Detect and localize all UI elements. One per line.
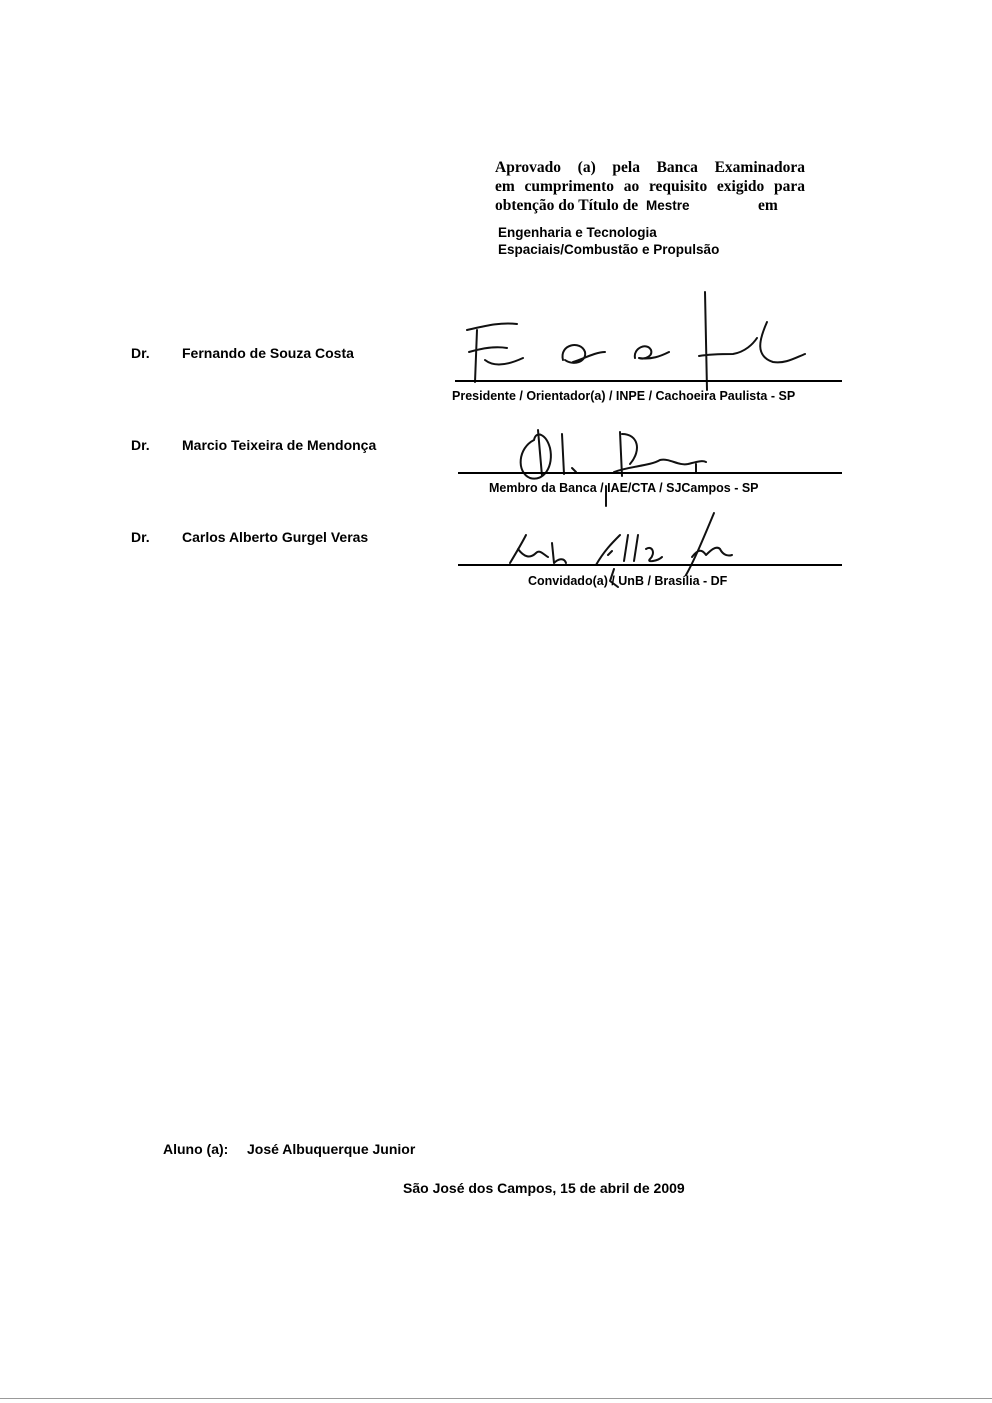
member-2-signature-line bbox=[458, 472, 842, 474]
member-3-role: Convidado(a) / UnB / Brasília - DF bbox=[528, 574, 728, 588]
member-2-name: Marcio Teixeira de Mendonça bbox=[182, 437, 377, 453]
member-1-role: Presidente / Orientador(a) / INPE / Cachoeira Paulista - SP bbox=[452, 389, 796, 403]
member-2-role: Membro da Banca / IAE/CTA / SJCampos - SP bbox=[489, 481, 759, 495]
member-3-signature bbox=[500, 505, 760, 605]
approval-line-1: Aprovado (a) pela Banca Examinadora bbox=[495, 159, 805, 176]
member-2-signature bbox=[510, 420, 720, 510]
place-and-date: São José dos Campos, 15 de abril de 2009 bbox=[403, 1180, 685, 1196]
approval-statement bbox=[495, 158, 805, 215]
member-2-title: Dr. bbox=[131, 437, 150, 453]
member-3-title: Dr. bbox=[131, 529, 150, 545]
program-line-2: Espaciais/Combustão e Propulsão bbox=[498, 242, 720, 257]
page-bottom-edge bbox=[0, 1398, 992, 1399]
program-name bbox=[498, 224, 719, 258]
member-3-signature-line bbox=[458, 564, 842, 566]
member-1-signature-line bbox=[455, 380, 842, 382]
member-1-title: Dr. bbox=[131, 345, 150, 361]
approval-line-3-end: em bbox=[758, 197, 778, 214]
degree-name: Mestre bbox=[646, 198, 690, 213]
member-1-name: Fernando de Souza Costa bbox=[182, 345, 354, 361]
program-line-1: Engenharia e Tecnologia bbox=[498, 225, 657, 240]
approval-line-3-text: obtenção do Título de bbox=[495, 197, 639, 214]
student-label: Aluno (a): bbox=[163, 1141, 229, 1157]
approval-line-2: em cumprimento ao requisito exigido para bbox=[495, 178, 805, 195]
student-name: José Albuquerque Junior bbox=[247, 1141, 416, 1157]
member-3-name: Carlos Alberto Gurgel Veras bbox=[182, 529, 369, 545]
member-1-signature bbox=[455, 282, 835, 392]
